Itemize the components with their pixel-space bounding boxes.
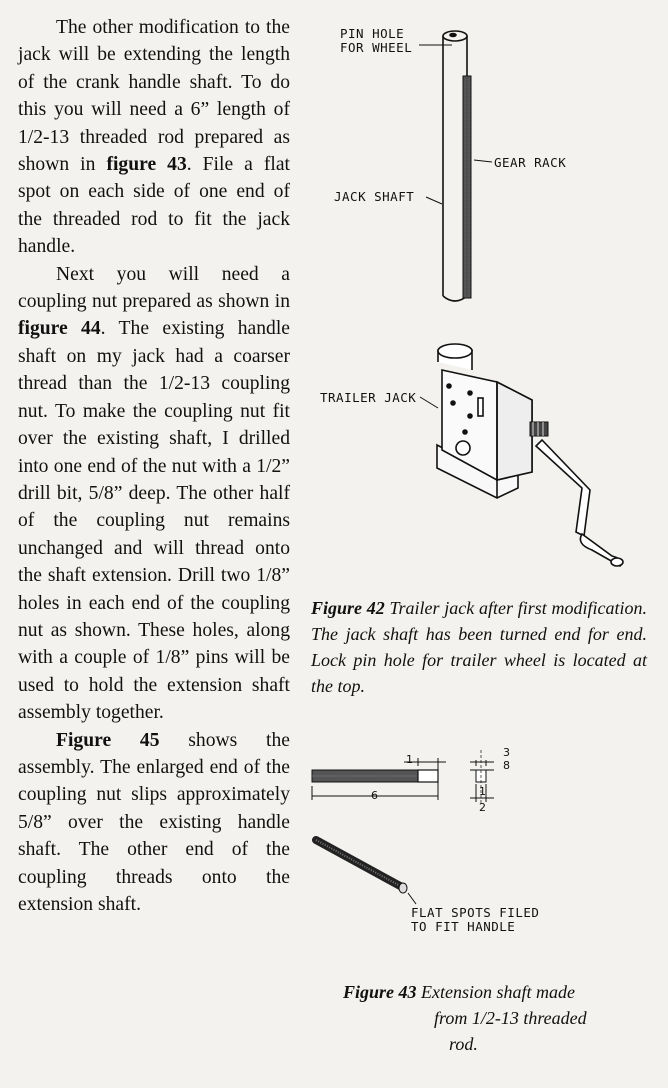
dimension-half-denominator: 2 (479, 801, 486, 814)
p3-text-rest: shows the assembly. The enlarged end of the coupling nut slips approximately 5/8” over the existing handle shaft. The other end of the coupling threads onto the extension shaft. (18, 729, 290, 915)
p1-text-rest: . File a flat spot on each side of one end of the threaded rod to fit the jack handle. (18, 154, 290, 258)
flat-spots-label-line2: TO FIT HANDLE (411, 919, 516, 934)
pin-hole-label (340, 27, 412, 55)
trailer-jack-label: TRAILER JACK (320, 390, 417, 405)
p2-text-rest: . The existing handle shaft on my jack had a coarser thread than the 1/2-13 coupling nut. To make the coupling nut fit over the existing shaft, I drilled into one end of the nut with a 1/2” drill bit, 5/8” deep. The other half of the coupling nut remains unchanged and will thread onto the shaft extension. Drill two 1/8” holes in each end of the coupling nut as shown. These holes, along with a couple of 1/8” pins will be used to hold the extension shaft assembly together. (18, 318, 290, 724)
figure-43-caption-line3: rod. (449, 1034, 478, 1054)
pin-hole-label-line2: FOR WHEEL (340, 40, 413, 55)
gear-rack-label: GEAR RACK (494, 155, 567, 170)
figure-44-reference: figure 44 (18, 318, 101, 340)
dimension-3-numerator: 3 (503, 746, 510, 759)
dimension-1-inch: 1 (406, 753, 413, 766)
pin-hole-label-line1: PIN HOLE (340, 26, 405, 41)
trailer-jack-drawing (437, 344, 623, 566)
flat-spots-label (411, 906, 539, 934)
figure-43-reference: figure 43 (106, 154, 187, 176)
figure-43-caption-line2: from 1/2-13 threaded (434, 1008, 587, 1028)
dimension-6-inch: 6 (371, 789, 378, 802)
p1-text: The other modification to the jack will be extending the length of the crank handle shaft. To do this you will need a 6” length of 1/2-13 threaded rod prepared as shown in (18, 17, 290, 176)
flat-spot-leader (408, 893, 416, 904)
figure-43-caption (343, 979, 633, 1057)
figure-42-caption-text: Trailer jack after first modification. The jack shaft has been turned end for end. Lock pin hole for trailer wheel is located at the top. (311, 598, 648, 696)
dimension-half-numerator: 1 (479, 785, 486, 798)
figure-43-caption-line1: Extension shaft made (421, 982, 575, 1002)
dimension-8-denominator: 8 (503, 759, 510, 772)
figure-45-reference: Figure 45 (56, 729, 160, 751)
figure-42-caption-ref: Figure 42 (311, 598, 385, 618)
figure-43-caption-ref: Figure 43 (343, 982, 417, 1002)
p2-text: Next you will need a coupling nut prepared as shown in (18, 263, 290, 313)
threaded-rod-side-view (312, 770, 438, 782)
threaded-rod-perspective (316, 840, 407, 893)
jack-shaft-drawing (443, 31, 471, 301)
jack-shaft-label: JACK SHAFT (334, 189, 415, 204)
figure-42-caption (311, 595, 647, 699)
flat-spots-label-line1: FLAT SPOTS FILED (411, 905, 540, 920)
